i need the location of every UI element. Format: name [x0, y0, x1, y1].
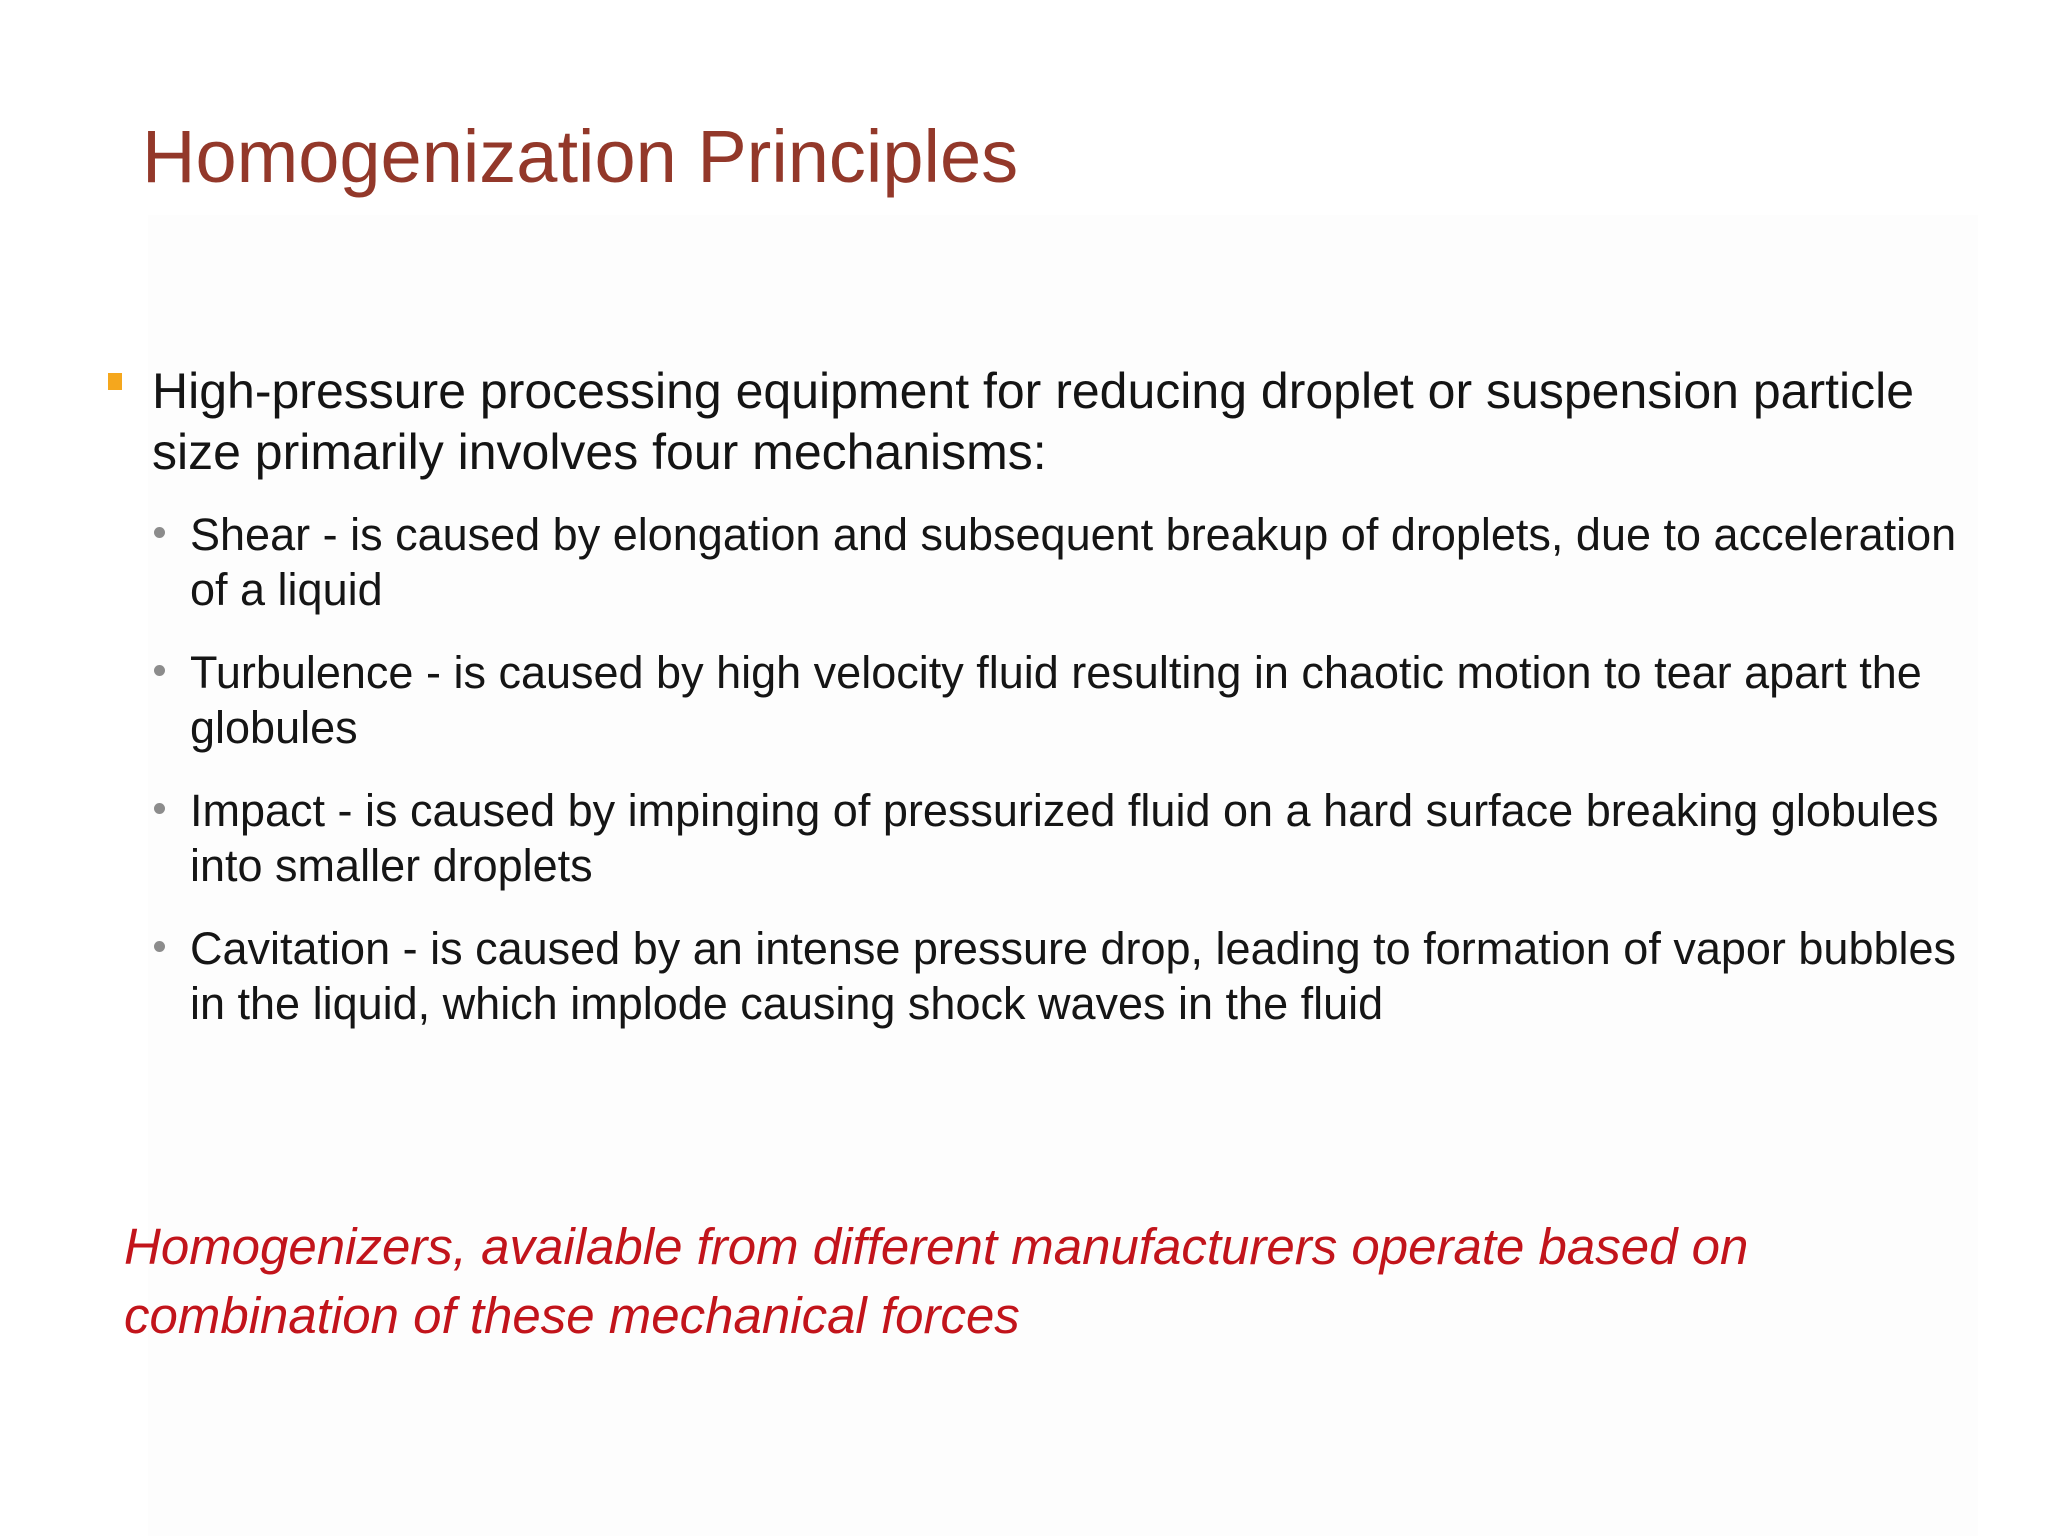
square-bullet-icon: [108, 373, 122, 390]
mechanism-item-shear: [146, 507, 1996, 617]
main-bullet: [102, 361, 2002, 483]
mechanism-list: [146, 507, 1996, 1059]
dot-bullet-icon: [154, 803, 165, 814]
mechanism-text: Shear - is caused by elongation and subsequent breakup of droplets, due to acceleration of a liquid: [190, 509, 1957, 615]
dot-bullet-icon: [154, 941, 165, 952]
homogenizer-note: Homogenizers, available from different manufacturers operate based on combination of these mechanical forces: [124, 1218, 1749, 1344]
mechanism-text: Turbulence - is caused by high velocity fluid resulting in chaotic motion to tear apart the globules: [190, 647, 1922, 753]
dot-bullet-icon: [154, 665, 165, 676]
mechanism-text: Impact - is caused by impinging of pressurized fluid on a hard surface breaking globules into smaller droplets: [190, 785, 1939, 891]
mechanism-item-cavitation: [146, 921, 1996, 1031]
main-bullet-text: High-pressure processing equipment for reducing droplet or suspension particle size primarily involves four mechanisms:: [152, 363, 1915, 480]
mechanism-item-impact: [146, 783, 1996, 893]
mechanism-item-turbulence: [146, 645, 1996, 755]
slide-title: Homogenization Principles: [142, 115, 1019, 198]
mechanism-text: Cavitation - is caused by an intense pressure drop, leading to formation of vapor bubbles in the liquid, which implode causing shock waves in the fluid: [190, 923, 1957, 1029]
dot-bullet-icon: [154, 527, 165, 538]
